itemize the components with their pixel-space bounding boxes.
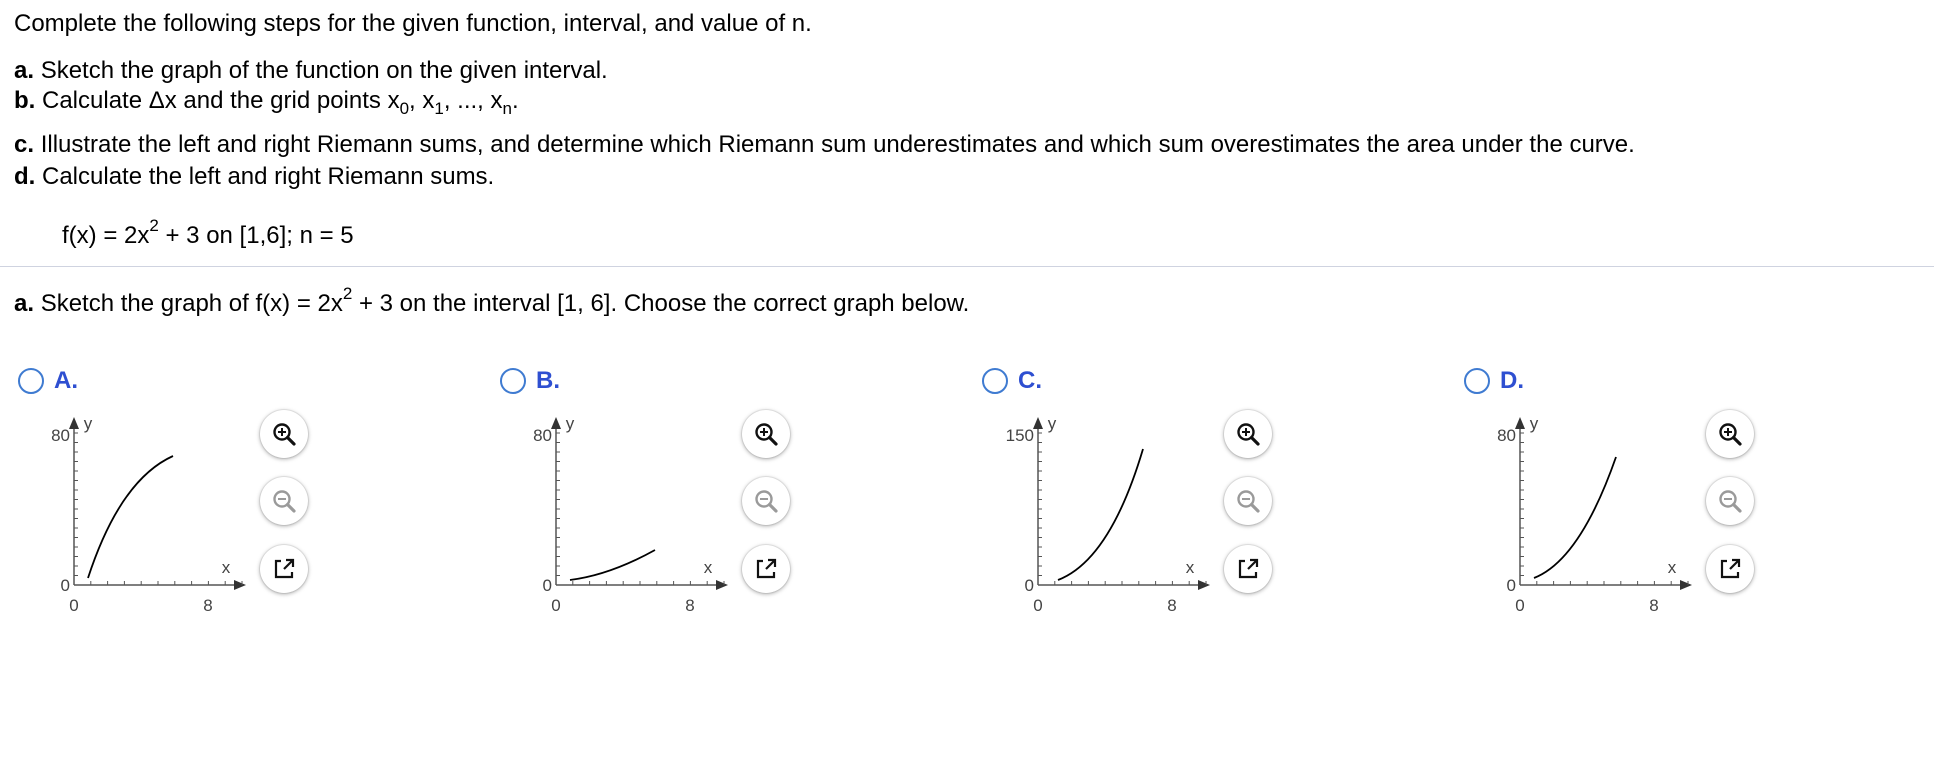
graph-d [1476, 415, 1696, 615]
x-axis-label: x [1185, 558, 1195, 577]
step-a [14, 57, 608, 85]
zoom-out-button[interactable] [1224, 477, 1272, 525]
zoom-out-button[interactable] [742, 477, 790, 525]
popout-button[interactable] [742, 545, 790, 593]
zoom-in-button[interactable] [1224, 410, 1272, 458]
zoom-out-icon [271, 488, 297, 514]
y-min-label: 0 [1024, 576, 1034, 595]
instructions-intro: Complete the following steps for the given function, interval, and value of n. [14, 10, 812, 37]
y-axis-arrow [69, 417, 79, 429]
x-axis-arrow [716, 580, 728, 590]
zoom-out-icon [753, 488, 779, 514]
step-b-end: . [512, 87, 519, 114]
x-max-label: 8 [1649, 596, 1659, 615]
question-text-post: + 3 on the interval [1, 6]. Choose the correct graph below. [352, 290, 970, 317]
step-b [14, 87, 519, 118]
radio-button[interactable] [982, 368, 1008, 394]
zoom-in-button[interactable] [742, 410, 790, 458]
radio-button[interactable] [500, 368, 526, 394]
y-axis-arrow [1033, 417, 1043, 429]
step-d-text: Calculate the left and right Riemann sums. [42, 163, 495, 190]
y-axis-label: y [83, 415, 93, 433]
popout-button[interactable] [1224, 545, 1272, 593]
y-max-label: 80 [533, 426, 552, 445]
step-d-prefix: d. [14, 163, 36, 190]
y-min-label: 0 [1506, 576, 1516, 595]
x-min-label: 0 [551, 596, 561, 615]
popout-icon [753, 556, 779, 582]
zoom-in-button[interactable] [1706, 410, 1754, 458]
step-b-prefix: b. [14, 87, 36, 114]
step-b-sub0: 0 [399, 99, 410, 118]
y-axis-arrow [1515, 417, 1525, 429]
question-prefix: a. [14, 290, 35, 317]
zoom-in-icon [1717, 421, 1743, 447]
x-axis-arrow [1680, 580, 1692, 590]
popout-icon [1717, 556, 1743, 582]
zoom-out-button[interactable] [1706, 477, 1754, 525]
zoom-out-icon [1717, 488, 1743, 514]
y-axis-arrow [551, 417, 561, 429]
x-max-label: 8 [203, 596, 213, 615]
x-min-label: 0 [1033, 596, 1043, 615]
zoom-in-icon [753, 421, 779, 447]
y-max-label: 150 [1005, 426, 1034, 445]
option-d[interactable] [1464, 367, 1524, 395]
popout-button[interactable] [260, 545, 308, 593]
graph-a [30, 415, 250, 615]
question-prompt [14, 284, 970, 318]
option-a[interactable] [18, 367, 78, 395]
step-b-sep2: , ..., x [443, 87, 503, 114]
popout-icon [271, 556, 297, 582]
y-min-label: 0 [60, 576, 70, 595]
graph-c [994, 415, 1214, 615]
option-c[interactable] [982, 367, 1042, 395]
x-min-label: 0 [1515, 596, 1525, 615]
zoom-out-icon [1235, 488, 1261, 514]
radio-button[interactable] [18, 368, 44, 394]
function-curve [1534, 457, 1616, 578]
graph-b [512, 415, 732, 615]
x-axis-label: x [1667, 558, 1677, 577]
x-axis-arrow [234, 580, 246, 590]
section-divider [0, 266, 1934, 267]
question-exp: 2 [342, 284, 353, 303]
function-curve [570, 550, 655, 580]
step-c [14, 131, 1635, 159]
popout-icon [1235, 556, 1261, 582]
function-pre: f(x) = 2x [62, 222, 150, 249]
step-c-text: Illustrate the left and right Riemann sums, and determine which Riemann sum underestimates and which sum overestimates the area under the curve. [40, 131, 1635, 158]
x-max-label: 8 [685, 596, 695, 615]
x-axis-label: x [703, 558, 713, 577]
y-max-label: 80 [1497, 426, 1516, 445]
option-b[interactable] [500, 367, 560, 395]
x-axis-arrow [1198, 580, 1210, 590]
question-text-pre: Sketch the graph of f(x) = 2x [40, 290, 343, 317]
step-b-sub1: 1 [434, 99, 444, 118]
step-b-sep1: , x [409, 87, 435, 114]
popout-button[interactable] [1706, 545, 1754, 593]
radio-button[interactable] [1464, 368, 1490, 394]
step-d [14, 163, 494, 191]
function-exp: 2 [149, 216, 159, 235]
zoom-in-icon [1235, 421, 1261, 447]
x-axis-label: x [221, 558, 231, 577]
step-b-subn: n [502, 99, 512, 118]
y-axis-label: y [1529, 415, 1539, 433]
option-label[interactable]: D. [1500, 367, 1524, 394]
function-curve [1058, 449, 1143, 580]
x-max-label: 8 [1167, 596, 1177, 615]
function-post: + 3 on [1,6]; n = 5 [158, 222, 354, 249]
option-label[interactable]: C. [1018, 367, 1042, 394]
step-a-text: Sketch the graph of the function on the given interval. [40, 57, 608, 84]
option-label[interactable]: A. [54, 367, 78, 394]
step-c-prefix: c. [14, 131, 35, 158]
step-a-prefix: a. [14, 57, 35, 84]
y-max-label: 80 [51, 426, 70, 445]
zoom-in-button[interactable] [260, 410, 308, 458]
zoom-out-button[interactable] [260, 477, 308, 525]
function-definition [62, 216, 354, 250]
y-axis-label: y [1047, 415, 1057, 433]
zoom-in-icon [271, 421, 297, 447]
y-axis-label: y [565, 415, 575, 433]
function-curve [88, 456, 173, 578]
option-label[interactable]: B. [536, 367, 560, 394]
y-min-label: 0 [542, 576, 552, 595]
x-min-label: 0 [69, 596, 79, 615]
step-b-text: Calculate Δx and the grid points x [42, 87, 400, 114]
